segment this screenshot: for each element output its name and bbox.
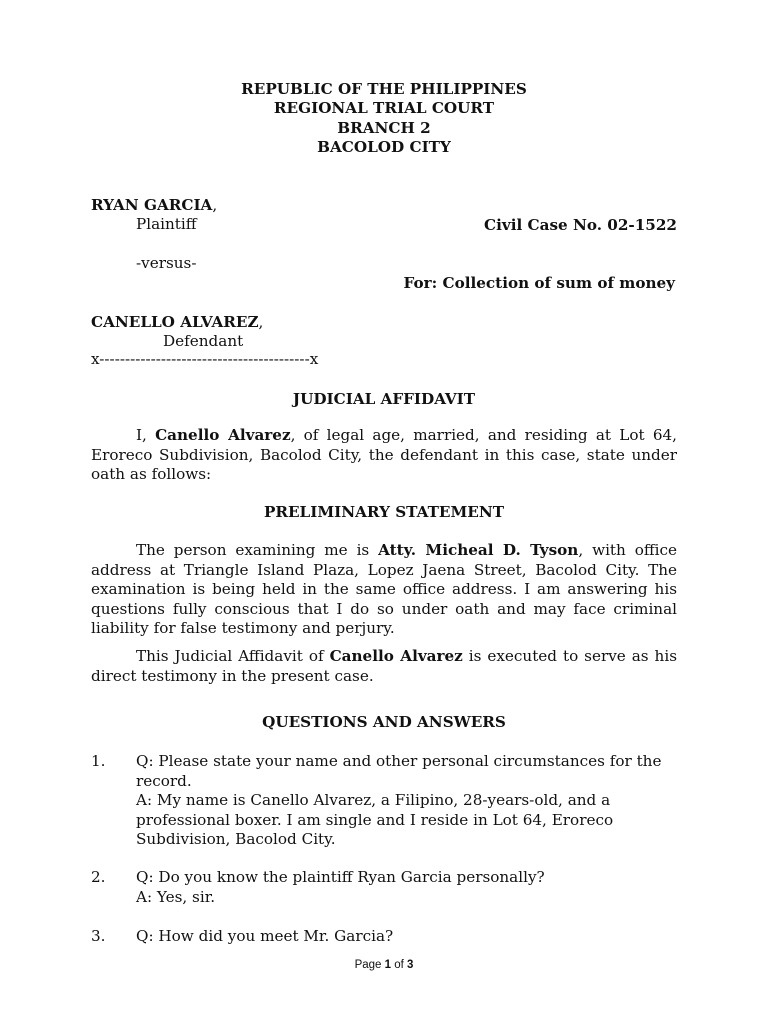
page-footer — [0, 956, 768, 976]
examining-attorney-name: Atty. Micheal D. Tyson — [378, 541, 579, 559]
defendant-name: CANELLO ALVAREZ — [91, 313, 259, 331]
caption-separator: x-----------------------------------------x — [91, 350, 319, 368]
court-header-city: BACOLOD CITY — [317, 138, 451, 156]
intro-prefix: I, — [136, 426, 156, 444]
plaintiff-role: Plaintiff — [136, 215, 197, 233]
question-number-2: 2. — [91, 868, 106, 886]
affiant-name-2: Canello Alvarez — [329, 647, 463, 665]
court-header-republic: REPUBLIC OF THE PHILIPPINES — [241, 80, 527, 98]
question-2: Q: Do you know the plaintiff Ryan Garcia personally? — [136, 868, 545, 886]
defendant-role: Defendant — [163, 332, 244, 350]
plaintiff-comma: , — [212, 196, 218, 214]
qa-heading: QUESTIONS AND ANSWERS — [262, 713, 506, 731]
defendant-line — [91, 313, 263, 333]
preliminary-p1-prefix: The person examining me is — [136, 541, 379, 559]
question-3: Q: How did you meet Mr. Garcia? — [136, 927, 394, 945]
preliminary-p2-rest: is executed to serve as his direct testimony in the present case. — [91, 647, 677, 685]
total-pages: 3 — [407, 959, 414, 971]
page-word: Page — [354, 959, 382, 971]
document-title: JUDICIAL AFFIDAVIT — [292, 390, 476, 408]
court-header-branch: BRANCH 2 — [337, 119, 431, 137]
question-number-1: 1. — [91, 752, 106, 770]
preliminary-p1-rest: , with office address at Triangle Island Plaza, Lopez Jaena Street, Bacolod City. The examination is being held in the same office address. I am answering his questions fully conscious that I do so under oath and may face criminal liability for false testimony and perjury. — [91, 541, 677, 637]
answer-2: A: Yes, sir. — [136, 887, 216, 906]
preliminary-paragraph-1 — [91, 541, 677, 639]
versus-label: -versus- — [136, 254, 197, 272]
affiant-name: Canello Alvarez — [155, 426, 291, 444]
case-nature: For: Collection of sum of money — [403, 274, 675, 292]
preliminary-p2-prefix: This Judicial Affidavit of — [136, 647, 330, 665]
preliminary-paragraph-2 — [91, 647, 677, 686]
qa-item-3 — [136, 927, 677, 947]
intro-paragraph — [91, 426, 677, 485]
defendant-comma: , — [258, 313, 264, 331]
qa-item-2 — [136, 868, 677, 907]
current-page: 1 — [384, 959, 392, 971]
plaintiff-line — [91, 196, 217, 216]
court-header-rtc: REGIONAL TRIAL COURT — [273, 99, 495, 117]
plaintiff-name: RYAN GARCIA — [91, 196, 213, 214]
preliminary-heading: PRELIMINARY STATEMENT — [263, 503, 505, 521]
of-word: of — [394, 959, 404, 971]
answer-1: A: My name is Canello Alvarez, a Filipino, 28-years-old, and a professional boxer. I am single and I reside in Lot 64, Eroreco Subdivision, Bacolod City. — [136, 791, 614, 848]
question-number-3: 3. — [91, 927, 106, 945]
case-number: Civil Case No. 02-1522 — [484, 216, 677, 234]
intro-rest: , of legal age, married, and residing at Lot 64, Eroreco Subdivision, Bacolod City, the defendant in this case, state under oath as follows: — [91, 426, 677, 483]
question-1: Q: Please state your name and other personal circumstances for the record. — [136, 752, 662, 790]
qa-item-1 — [136, 752, 677, 850]
